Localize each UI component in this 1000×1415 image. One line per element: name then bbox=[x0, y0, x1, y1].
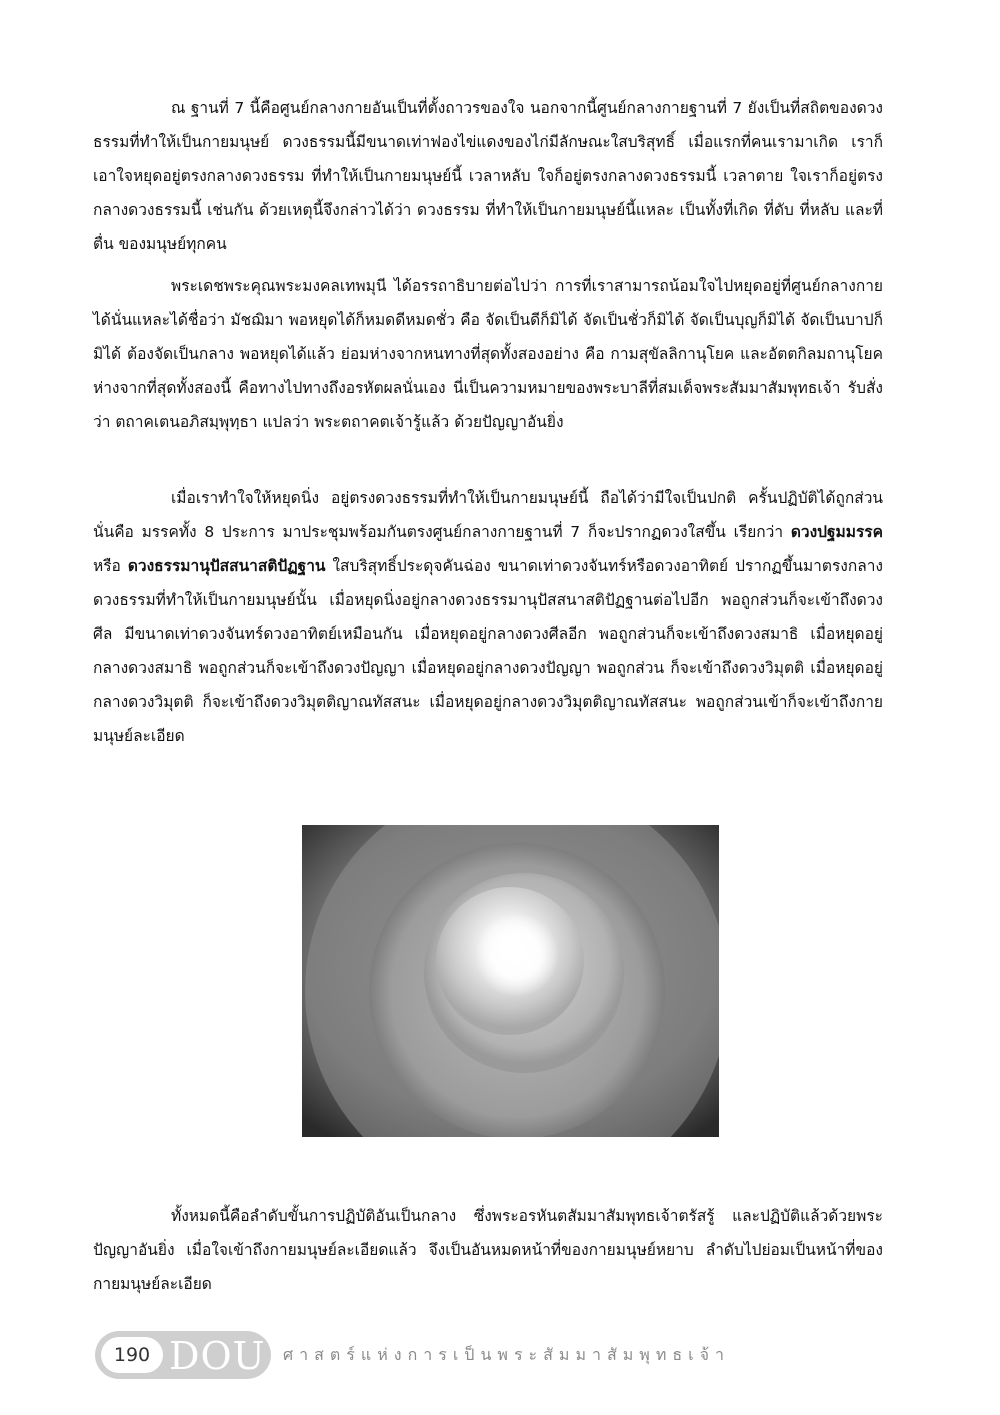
paragraph-2: พระเดชพระคุณพระมงคลเทพมุนี ได้อรรถาธิบายต่อไปว่า การที่เราสามารถน้อมใจไปหยุดอยู่ที่ศูนย์กลางกายได้นั่นแหละได้ชื่อว่า มัชฌิมา พอหยุดได้ก็หมดดีหมดชั่ว คือ จัดเป็นดีก็มิได้ จัดเป็นชั่วก็มิได้ จัดเป็นบุญก็มิได้ จัดเป็นบาปก็มิได้ ต้องจัดเป็นกลาง พอหยุดได้แล้ว ย่อมห่างจากหนทางที่สุดทั้งสองอย่าง คือ กามสุขัลลิกานุโยค และอัตตกิลมถานุโยค ห่างจากที่สุดทั้งสองนี้ คือทางไปทางถึงอรหัตผลนั่นเอง นี่เป็นความหมายของพระบาลีที่สมเด็จพระสัมมาสัมพุทธเจ้า รับสั่งว่า ตถาคเตนอภิสมฺพุทฺธา แปลว่า พระตถาคตเจ้ารู้แล้ว ด้วยปัญญาอันยิ่ง bbox=[93, 277, 883, 431]
brand-logo-text: DOU bbox=[169, 1334, 266, 1378]
book-title: ศาสตร์แห่งการเป็นพระสัมมาสัมพุทธเจ้า bbox=[283, 1345, 730, 1364]
paragraph-4: ทั้งหมดนี้คือลำดับขั้นการปฏิบัติอันเป็นกลาง ซึ่งพระอรหันตสัมมาสัมพุทธเจ้าตรัสรู้ และปฏิบัติแล้วด้วยพระปัญญาอันยิ่ง เมื่อใจเข้าถึงกายมนุษย์ละเอียดแล้ว จึงเป็นอันหมดหน้าที่ของกายมนุษย์หยาบ ลำดับไปย่อมเป็นหน้าที่ของกายมนุษย์ละเอียด bbox=[93, 1207, 883, 1293]
paragraph-1: ณ ฐานที่ 7 นี้คือศูนย์กลางกายอันเป็นที่ตั้งถาวรของใจ นอกจากนี้ศูนย์กลางกายฐานที่ 7 ยังเป็นที่สถิตของดวงธรรมที่ทำให้เป็นกายมนุษย์ ดวงธรรมนี้มีขนาดเท่าฟองไข่แดงของไก่มีลักษณะใสบริสุทธิ์ เมื่อแรกที่คนเรามาเกิด เราก็เอาใจหยุดอยู่ตรงกลางดวงธรรม ที่ทำให้เป็นกายมนุษย์นี้ เวลาหลับ ใจก็อยู่ตรงกลางดวงธรรมนี้ เวลาตาย ใจเราก็อยู่ตรงกลางดวงธรรมนี้ เช่นกัน ด้วยเหตุนี้จึงกล่าวได้ว่า ดวงธรรม ที่ทำให้เป็นกายมนุษย์นี้แหละ เป็นทั้งที่เกิด ที่ดับ ที่หลับ และที่ตื่น ของมนุษย์ทุกคน bbox=[93, 99, 883, 253]
paragraph-3-text-c: ใสบริสุทธิ์ประดุจคันฉ่อง ขนาดเท่าดวงจันทร์หรือดวงอาทิตย์ ปรากฏขึ้นมาตรงกลางดวงธรรมที่ทำให้เป็นกายมนุษย์นั้น เมื่อหยุดนิ่งอยู่กลางดวงธรรมานุปัสสนาสติปัฏฐานต่อไปอีก พอถูกส่วนก็จะเข้าถึงดวงศีล มีขนาดเท่าดวงจันทร์ดวงอาทิตย์เหมือนกัน เมื่อหยุดอยู่กลางดวงศีลอีก พอถูกส่วนก็จะเข้าถึงดวงสมาธิ เมื่อหยุดอยู่กลางดวงสมาธิ พอถูกส่วนก็จะเข้าถึงดวงปัญญา เมื่อหยุดอยู่กลางดวงปัญญา พอถูกส่วน ก็จะเข้าถึงดวงวิมุตติ เมื่อหยุดอยู่กลางดวงวิมุตติ ก็จะเข้าถึงดวงวิมุตติญาณทัสสนะ เมื่อหยุดอยู่กลางดวงวิมุตติญาณทัสสนะ พอถูกส่วนเข้าก็จะเข้าถึงกายมนุษย์ละเอียด bbox=[93, 557, 884, 745]
paragraph-3-text-a: เมื่อเราทำใจให้หยุดนิ่ง อยู่ตรงดวงธรรมที่ทำให้เป็นกายมนุษย์นี้ ถือได้ว่ามีใจเป็นปกติ ครั้นปฏิบัติได้ถูกส่วน นั่นคือ มรรคทั้ง 8 ประการ มาประชุมพร้อมกันตรงศูนย์กลางกายฐานที่ 7 ก็จะปรากฏดวงใสขึ้น เรียกว่า bbox=[93, 489, 883, 541]
footer-badge bbox=[95, 1331, 271, 1379]
concentric-spheres-illustration bbox=[302, 825, 719, 1137]
page-number: 190 bbox=[101, 1337, 163, 1373]
term-dhammanupassana: ดวงธรรมานุปัสสนาสติปัฏฐาน bbox=[127, 557, 326, 575]
paragraph-3 bbox=[93, 481, 883, 753]
glowing-core bbox=[475, 913, 559, 997]
spheres-graphic bbox=[302, 825, 719, 1137]
page-footer bbox=[95, 1331, 955, 1379]
term-pathama-magga: ดวงปฐมมรรค bbox=[790, 523, 883, 541]
paragraph-3-text-b: หรือ bbox=[93, 557, 128, 575]
